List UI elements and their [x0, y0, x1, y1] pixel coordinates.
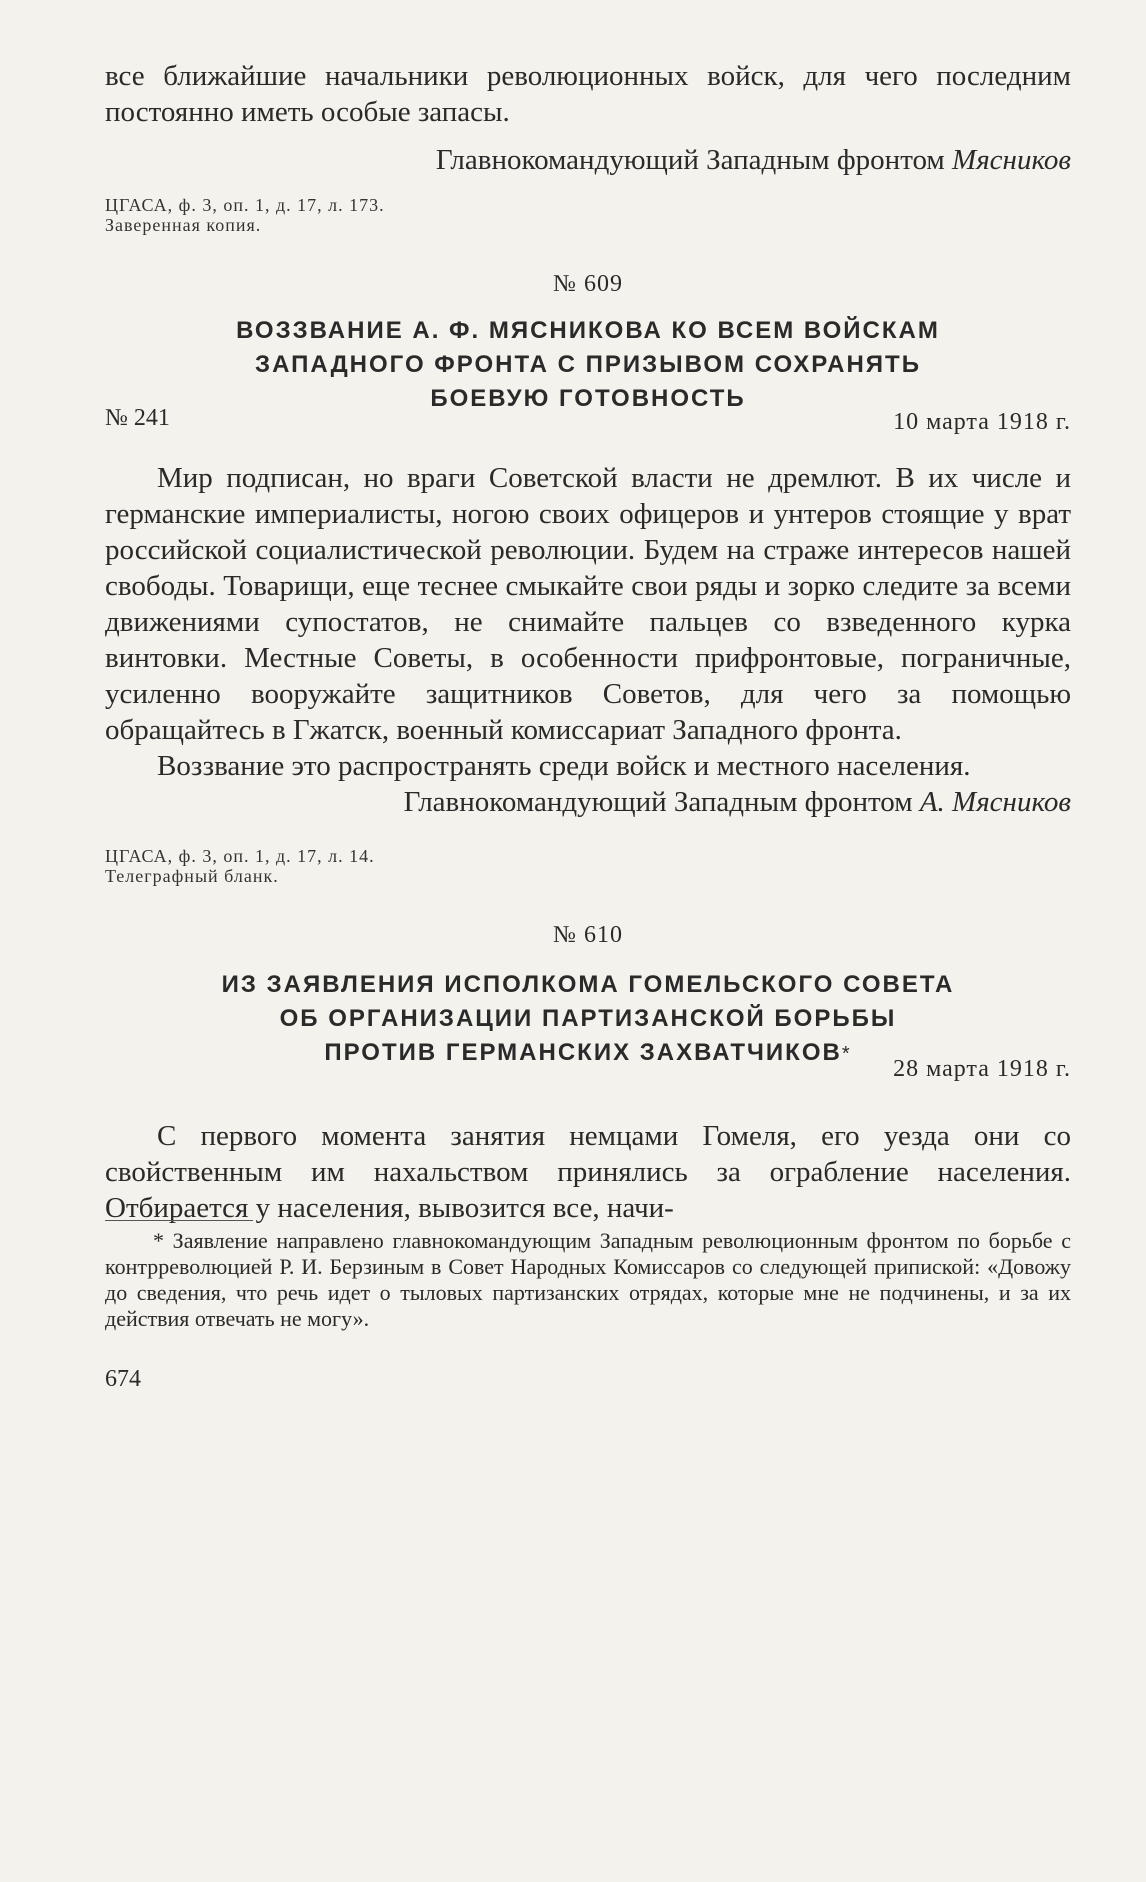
- document-page: [105, 0, 1071, 1882]
- footnote-marker: *: [841, 1043, 852, 1065]
- signature-title: Главнокомандующий Западным фронтом: [403, 786, 913, 818]
- source-archive-ref: ЦГАСА, ф. 3, оп. 1, д. 17, л. 14.: [105, 846, 375, 866]
- body-paragraph-610: С первого момента занятия немцами Гомеля, его уезда они со свойственным им нахальством принялись за ограбление населения. Отбирается у населения, вывозится все, начи-: [105, 1120, 1071, 1224]
- heading-line: БОЕВУЮ ГОТОВНОСТЬ: [430, 385, 746, 412]
- heading-line: ВОЗЗВАНИЕ А. Ф. МЯСНИКОВА КО ВСЕМ ВОЙСКАМ: [236, 317, 940, 344]
- heading-line: ИЗ ЗАЯВЛЕНИЯ ИСПОЛКОМА ГОМЕЛЬСКОГО СОВЕТА: [221, 971, 955, 998]
- document-heading-609: [105, 314, 1071, 416]
- document-number-609: № 609: [553, 271, 623, 297]
- signature-name: А. Мясников: [919, 786, 1071, 818]
- continuation-text: все ближайшие начальники революционных войск, для чего последним постоянно иметь особые запасы.: [105, 60, 1071, 128]
- heading-text: ПРОТИВ ГЕРМАНСКИХ ЗАХВАТЧИКОВ: [324, 1039, 842, 1066]
- body-paragraph: Воззвание это распространять среди войск и местного населения.: [157, 750, 971, 782]
- doc609-meta-row: [105, 405, 1071, 441]
- source-copy-type: Телеграфный бланк.: [105, 866, 279, 886]
- signature-609: [105, 784, 1071, 820]
- source-copy-type: Заверенная копия.: [105, 215, 262, 235]
- source-note-609: [105, 846, 1071, 886]
- document-body-609: [105, 460, 1071, 820]
- source-note-top: [105, 195, 1071, 235]
- body-paragraph: Мир подписан, но враги Советской власти не дремлют. В их числе и германские империалисты, ногою своих офицеров и унтеров стоящие у врат российской социалистической революции. Будем на страже интересов нашей свободы. Товарищи, еще теснее смыкайте свои ряды и зорко следите за всеми движениями супостатов, не снимайте пальцев со взведенного курка винтовки. Местные Советы, в особенности прифронтовые, пограничные, усиленно вооружайте защитников Советов, для чего за помощью обращайтесь в Гжатск, военный комиссариат Западного фронта.: [105, 462, 1071, 746]
- footnote-divider: [105, 1220, 253, 1221]
- signature-top: [105, 142, 1071, 178]
- document-date-610: 28 марта 1918 г.: [893, 1056, 1071, 1082]
- source-archive-ref: ЦГАСА, ф. 3, оп. 1, д. 17, л. 173.: [105, 195, 385, 215]
- page-number: 674: [105, 1366, 141, 1392]
- heading-line: ОБ ОРГАНИЗАЦИИ ПАРТИЗАНСКОЙ БОРЬБЫ: [279, 1005, 897, 1032]
- signature-name: Мясников: [952, 144, 1071, 176]
- heading-line: ЗАПАДНОГО ФРОНТА С ПРИЗЫВОМ СОХРАНЯТЬ: [255, 351, 921, 378]
- document-number-610: № 610: [553, 922, 623, 948]
- reference-number: № 241: [105, 405, 170, 431]
- signature-title: Главнокомандующий Западным фронтом: [435, 144, 945, 176]
- document-date: 10 марта 1918 г.: [893, 409, 1071, 435]
- footnote-text: * Заявление направлено главнокомандующим Западным революционным фронтом по борьбе с контрреволюцией Р. И. Берзиным в Совет Народных Комиссаров со следующей припиской: «Довожу до сведения, что речь идет о тыловых партизанских отрядах, которые мне не подчинены, и за их действия отвечать не могу».: [105, 1228, 1071, 1331]
